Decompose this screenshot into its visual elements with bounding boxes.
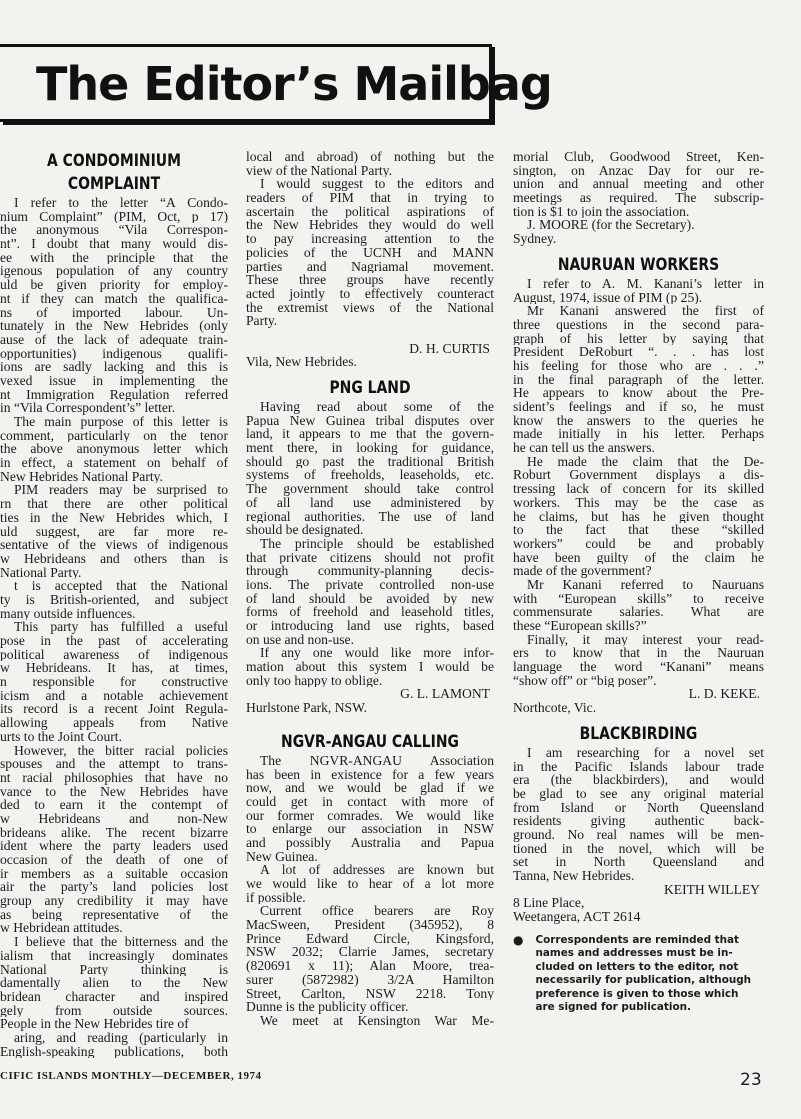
text-line: he claims, but has he given thought: [513, 509, 764, 524]
text-line: systems of freeholds, leaseholds, etc.: [246, 468, 494, 483]
text-line: sentative of the views of indigenous: [0, 538, 228, 552]
text-line: aring, and reading (particularly in: [14, 1030, 228, 1045]
text-line: damentally alien to the New: [0, 976, 228, 990]
text-line: workers. This may be the case as: [513, 495, 764, 510]
text-line: Street, Carlton, NSW 2218. Tony: [246, 986, 494, 1001]
text-line: should be designated.: [246, 523, 364, 537]
text-line: the anonymous “Vila Correspon-: [0, 223, 228, 238]
text-line: urts to the Joint Court.: [0, 729, 122, 744]
text-line: graph of his letter by saying that: [513, 331, 764, 346]
letter-signature: KEITH WILLEY: [663, 882, 760, 897]
page-number: 23: [740, 1070, 762, 1090]
text-line: made initially in his letter. Perhaps: [513, 427, 764, 442]
letter-body: [513, 746, 764, 883]
text-line: have been guilty of the claim he: [513, 550, 764, 565]
note-line: cluded on letters to the editor, not: [535, 960, 739, 973]
column-3: [513, 150, 764, 1015]
text-line: National Party.: [0, 565, 82, 580]
text-line: Prince Edward Circle, Kingsford,: [246, 931, 494, 946]
text-line: Mr Kanani referred to Nauruans: [527, 577, 764, 592]
letter-title: COMPLAINT: [67, 174, 161, 194]
text-line: many outside influences.: [0, 606, 136, 621]
text-line: w Hebridean attitudes.: [0, 921, 123, 936]
letter-body: [513, 277, 764, 688]
text-line: the above anonymous letter which: [0, 442, 228, 457]
letter-title: NGVR-ANGAU CALLING: [281, 731, 459, 752]
text-line: the extremist views of the National: [246, 300, 494, 315]
note-line: names and addresses must be in-: [535, 947, 733, 960]
text-line: if possible.: [246, 890, 306, 905]
bullet-icon: ●: [513, 932, 524, 947]
letter-title: NAURUAN WORKERS: [557, 254, 720, 275]
text-line: New Hebrides National Party.: [0, 469, 163, 484]
text-line: workers” could be and probably: [513, 536, 764, 551]
text-line: t is accepted that the National: [14, 579, 228, 593]
text-line: ir members as a suitable occasion: [0, 866, 228, 881]
text-line: The principle should be established: [260, 536, 494, 551]
letter-place: Sydney.: [513, 232, 557, 246]
text-line: w Hebrideans and others than is: [0, 551, 228, 566]
text-line: ee with the principle that the: [0, 250, 228, 265]
text-line: ions are sadly lacking and this is: [0, 360, 228, 374]
text-line: ascertain the political aspirations of: [246, 204, 494, 219]
text-line: group any credibility it may have: [0, 894, 228, 908]
text-line: brideans alike. The recent bizarre: [0, 825, 228, 840]
text-line: land, it appears to me that the govern-: [246, 427, 494, 442]
text-line: be glad to see any original material: [513, 786, 764, 801]
letter-signature: L. D. KEKE.: [688, 687, 760, 702]
text-line: opportunities) indigenous qualifi-: [0, 346, 228, 361]
text-line: These three groups have recently: [246, 273, 494, 287]
text-line: his feeling for those who are . . .”: [513, 358, 764, 373]
text-line: MacSween, President (345952), 8: [246, 918, 494, 932]
text-line: of all land use administered by: [246, 495, 494, 510]
column-1: [0, 150, 228, 1058]
text-line: ions. The private controlled non-use: [246, 577, 494, 592]
text-line: that private citizens should not profit: [246, 550, 494, 565]
text-line: w Hebrideans and non-New: [0, 811, 228, 826]
text-line: acted jointly to effectively counteract: [246, 286, 494, 301]
text-line: vance to the New Hebrides have: [0, 784, 228, 799]
text-line: President DeRoburt “. . . has lost: [513, 345, 764, 359]
text-line: our former comrades. We would like: [246, 808, 494, 823]
text-line: on use and non-use.: [246, 632, 354, 647]
text-line: nt Immigration Regulation referred: [0, 387, 228, 402]
letter-signature: D. H. CURTIS: [409, 341, 490, 356]
text-line: regional authorities. The use of land: [246, 509, 494, 524]
text-line: we would like to hear of a lot more: [246, 877, 494, 891]
text-line: from Island or North Queensland: [513, 800, 764, 815]
text-line: comment, particularly on the tenor: [0, 428, 228, 443]
letter-title: A CONDOMINIUM: [47, 151, 181, 171]
text-line: should go past the traditional British: [246, 454, 494, 469]
text-line: The government should take control: [246, 482, 494, 496]
text-line: mation about this system I would be: [246, 660, 494, 674]
text-line: nium Complaint” (PIM, Oct, p 17): [0, 209, 228, 224]
text-line: in the final paragraph of the letter.: [513, 372, 764, 387]
letter-title: BLACKBIRDING: [579, 723, 698, 744]
text-line: I am researching for a novel set: [527, 745, 764, 760]
text-line: rn that there are other political: [0, 497, 228, 511]
text-line: bridean character and inspired: [0, 989, 228, 1004]
letter-body: [246, 754, 494, 1028]
text-line: union and annual meeting and other: [513, 177, 764, 192]
text-line: air the party’s land policies lost: [0, 880, 228, 895]
text-line: commensurate salaries. What are: [513, 605, 764, 619]
text-line: meetings as required. The subscrip-: [513, 191, 764, 205]
text-line: forms of freehold and leasehold titles,: [246, 605, 494, 619]
text-line: tioned in the novel, which will be: [513, 841, 764, 856]
text-line: uld be given priority for employ-: [0, 278, 228, 292]
text-line: to the fact that these “skilled: [513, 523, 764, 537]
letter-place: Hurlstone Park, NSW.: [246, 701, 368, 715]
text-line: Current office bearers are Roy: [260, 904, 494, 919]
text-line: icism and a notable achievement: [0, 688, 228, 703]
text-line: as being representative of the: [0, 907, 228, 922]
text-line: gely from outside sources.: [0, 1003, 228, 1018]
text-line: PIM readers may be surprised to: [14, 483, 228, 498]
text-line: to enlarge our association in NSW: [246, 822, 494, 836]
text-line: However, the bitter racial policies: [14, 743, 228, 758]
letter-signature: G. L. LAMONT: [400, 687, 490, 702]
note-line: preference is given to those which: [535, 987, 739, 1000]
text-line: This party has fulfilled a useful: [14, 620, 228, 634]
text-line: local and abroad) of nothing but the: [246, 150, 494, 164]
note-line: necessarily for publication, although: [535, 974, 752, 987]
text-line: era (the blackbirders), and would: [513, 773, 764, 787]
text-line: the New Hebrides they would do well: [246, 218, 494, 233]
text-line: parties and Nagriamal movement.: [246, 259, 494, 274]
text-line: ns of imported labour. Un-: [0, 305, 228, 320]
letter-body: [0, 196, 228, 1058]
text-line: (820691 x 11); Alan Moore, trea-: [246, 959, 494, 973]
text-line: I refer to the letter “A Condo-: [14, 196, 228, 210]
text-line: pose in the past of accelerating: [0, 634, 228, 648]
text-line: sington, on Anzac Day for our re-: [513, 163, 764, 178]
text-line: readers of PIM that in trying to: [246, 191, 494, 205]
text-line: A lot of addresses are known but: [260, 863, 494, 877]
text-line: The main purpose of this letter is: [14, 415, 228, 429]
text-line: The NGVR-ANGAU Association: [260, 753, 494, 768]
text-line: I refer to A. M. Kanani’s letter in: [527, 276, 764, 291]
text-line: political awareness of indigenous: [0, 647, 228, 662]
page-footer: CIFIC ISLANDS MONTHLY—DECEMBER, 1974: [0, 1070, 262, 1082]
letter-body: [246, 150, 494, 342]
letter-place: Vila, New Hebrides.: [246, 355, 357, 369]
text-line: ground. No real names will be men-: [513, 827, 764, 842]
letter-signature: J. MOORE (for the Secretary).: [527, 218, 695, 233]
text-line: allowing appeals from Native: [0, 716, 228, 730]
masthead-banner: [0, 44, 552, 122]
text-line: National Party thinking is: [0, 962, 228, 977]
text-line: Dunne is the publicity officer.: [246, 1000, 409, 1014]
text-line: igenous population of any country: [0, 264, 228, 279]
text-line: policies of the UCNH and MANN: [246, 245, 494, 260]
text-line: language the word “Kanani” means: [513, 660, 764, 674]
text-line: Having read about some of the: [260, 400, 494, 414]
text-line: English-speaking publications, both: [0, 1044, 228, 1059]
text-line: ause of the lack of adequate train-: [0, 332, 228, 347]
text-line: I believe that the bitterness and the: [14, 935, 228, 949]
letter-place: Northcote, Vic.: [513, 701, 597, 715]
text-line: nt if they can match the qualifica-: [0, 291, 228, 306]
text-line: in the Pacific Islands labour trade: [513, 759, 764, 774]
text-line: New Guinea.: [246, 849, 318, 864]
text-line: nt”. I doubt that many would dis-: [0, 237, 228, 251]
text-line: spouses and the attempt to trans-: [0, 757, 228, 771]
text-line: in “Vila Correspondent’s” letter.: [0, 401, 176, 415]
text-line: occasion of the death of one of: [0, 853, 228, 867]
text-line: tion is $1 to join the association.: [513, 204, 690, 219]
text-line: Mr Kanani answered the first of: [527, 304, 764, 318]
text-line: morial Club, Goodwood Street, Ken-: [513, 150, 764, 164]
text-line: three questions in the second para-: [513, 317, 764, 332]
text-line: uld suggest, are far more re-: [0, 524, 228, 539]
text-line: tressing lack of concern for its skilled: [513, 482, 764, 496]
text-line: know the answers to the queries he: [513, 413, 764, 428]
text-line: Roburt Government displays a dis-: [513, 468, 764, 483]
note-line: are signed for publication.: [535, 1001, 691, 1014]
text-line: Party.: [246, 314, 278, 328]
text-line: “show off” or “big poser”.: [513, 673, 657, 688]
text-line: surer (5872982) 3/2A Hamilton: [246, 972, 494, 987]
text-line: with “European skills” to receive: [513, 591, 764, 606]
note-line: Correspondents are reminded that: [535, 933, 739, 946]
text-line: We meet at Kensington War Me-: [260, 1013, 494, 1028]
text-line: only too happy to oblige.: [246, 673, 383, 688]
letter-body: [246, 400, 494, 687]
text-line: sident’s feelings and if so, he must: [513, 400, 764, 414]
text-line: and possibly Australia and Papua: [246, 835, 494, 850]
text-line: residents giving authentic back-: [513, 814, 764, 828]
text-line: ialism that increasingly dominates: [0, 948, 228, 963]
text-line: nt racial philosophies that have no: [0, 770, 228, 785]
text-line: ident where the party leaders used: [0, 839, 228, 853]
text-line: People in the New Hebrides tire of: [0, 1017, 189, 1031]
text-line: ers to know that in the Nauruan: [513, 646, 764, 661]
text-line: Tanna, New Hebrides.: [513, 869, 635, 883]
text-line: ty is British-oriented, and subject: [0, 592, 228, 607]
text-line: ties in the New Hebrides which, I: [0, 510, 228, 525]
text-line: he can tell us the answers.: [513, 441, 655, 455]
text-line: NSW 2032; Clarrie James, secretary: [246, 945, 494, 960]
text-line: n responsible for constructive: [0, 675, 228, 689]
column-2: [246, 150, 494, 1028]
letter-place: Weetangera, ACT 2614: [513, 910, 641, 924]
letter-place: 8 Line Place,: [513, 896, 585, 911]
text-line: through community-planning decis-: [246, 564, 494, 578]
letter-title: PNG LAND: [329, 378, 411, 398]
text-line: made of the government?: [513, 564, 652, 578]
text-line: tunately in the New Hebrides (only: [0, 319, 228, 333]
text-line: ded to earn it the contempt of: [0, 798, 228, 812]
text-line: now, and we would be glad if we: [246, 781, 494, 795]
text-line: He appears to know about the Pre-: [513, 386, 764, 400]
text-line: Finally, it may interest your read-: [527, 632, 764, 647]
text-line: If any one would like more infor-: [260, 646, 494, 661]
text-line: August, 1974, issue of PIM (p 25).: [513, 290, 703, 305]
editor-note-text: [535, 934, 751, 1015]
masthead-title: The Editor’s Mailbag: [36, 57, 552, 111]
text-line: its record is a recent Joint Regula-: [0, 702, 228, 717]
text-line: to pay increasing attention to the: [246, 232, 494, 246]
text-line: of land should be avoided by new: [246, 591, 494, 606]
text-line: in effect, a statement on behalf of: [0, 456, 228, 470]
text-line: vexed issue in implementing the: [0, 373, 228, 388]
text-line: Papua New Guinea tribal disputes over: [246, 413, 494, 428]
text-line: or introducing land use rights, based: [246, 619, 494, 633]
text-line: set in North Queensland and: [513, 855, 764, 869]
editor-note: [513, 934, 764, 1015]
text-line: has been in existence for a few years: [246, 767, 494, 782]
text-line: [246, 328, 494, 342]
letter-body: [513, 150, 764, 218]
text-line: He made the claim that the De-: [527, 454, 764, 469]
text-line: I would suggest to the editors and: [260, 177, 494, 192]
text-line: ment there, in looking for guidance,: [246, 441, 494, 455]
text-line: could get in contact with more of: [246, 794, 494, 809]
text-line: w Hebrideans. It has, at times,: [0, 661, 228, 676]
text-line: view of the National Party.: [246, 163, 392, 178]
text-line: these “European skills?”: [513, 619, 647, 633]
